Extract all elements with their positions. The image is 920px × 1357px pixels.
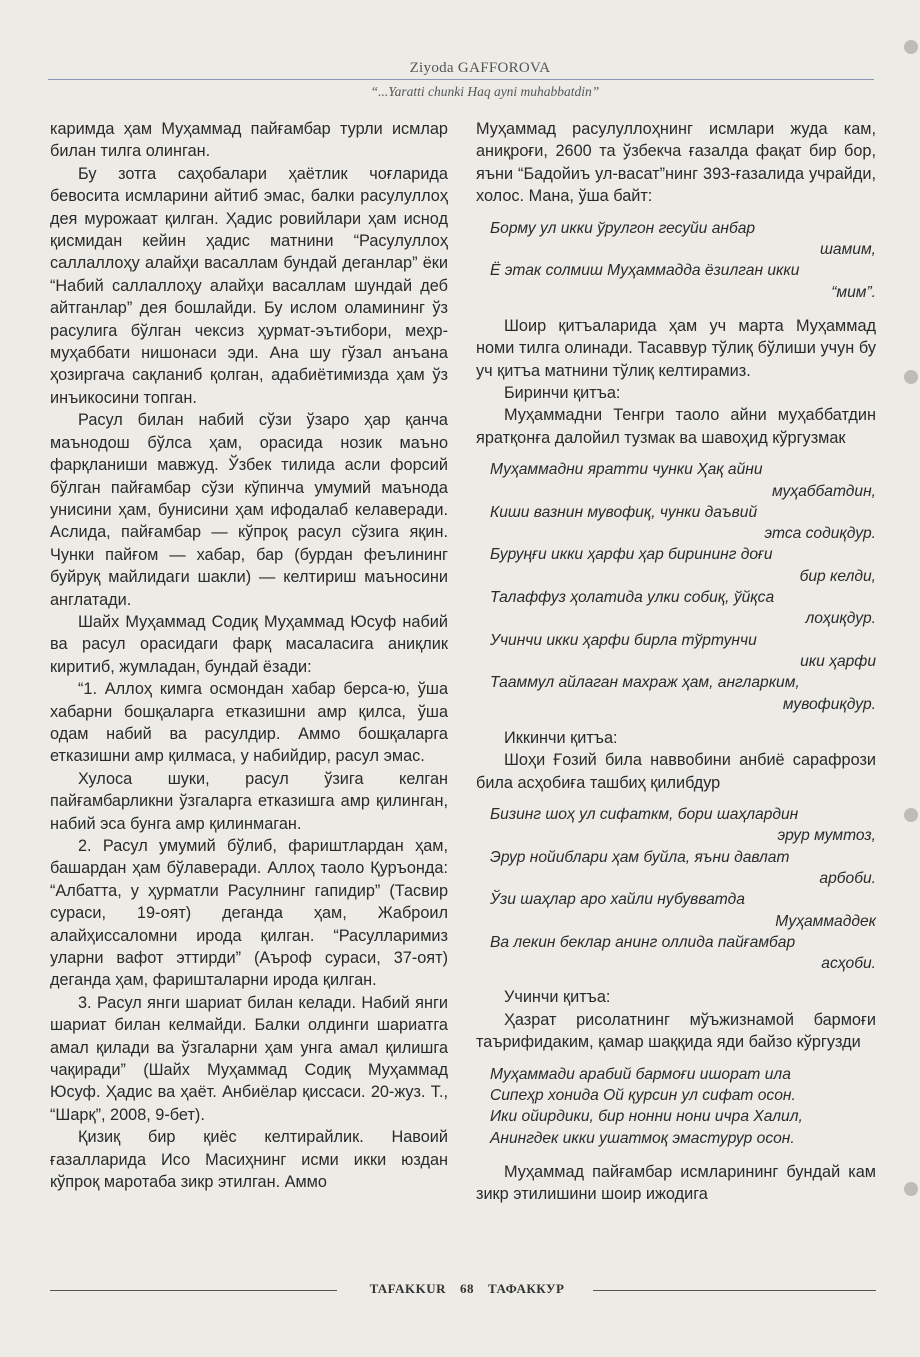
- paragraph: Муҳаммад пайғамбар исмларининг бундай кам зикр этилишини шоир ижодига: [476, 1162, 876, 1204]
- paragraph: Шайх Муҳаммад Содиқ Муҳаммад Юсуф набий ва расул орасидаги фарқ масаласига аниқлик киритиб, жумладан, бундай ёзади:: [50, 612, 448, 676]
- verse-line-continuation: “мим”.: [831, 283, 876, 301]
- paragraph: “1. Аллоҳ кимга осмондан хабар берса-ю, ўша хабарни бошқаларга етказишни амр қилса, ўша одам набий ва расулдир. Аммо бошқаларга етказишни амр қилмаса, у набийдир, расул эмас.: [50, 680, 448, 766]
- verse-line: Муҳаммадни яратти чунки Ҳақ айни: [490, 461, 763, 479]
- binding-hole: [904, 370, 918, 384]
- verse-line: Бизинг шоҳ ул сифаткм, бори шаҳлардин: [490, 806, 799, 824]
- verse-line-continuation: муҳаббатдин,: [771, 482, 876, 500]
- poem-verse: [490, 804, 876, 974]
- paragraph: Муҳаммад расулуллоҳнинг исмлари жуда кам, аниқроғи, 2600 та ўзбекча ғазалда фақат бир бор, яъни “Бадойиъ ул-васат”нинг 393-ғазалида учрайди, холос. Мана, ўша байт:: [476, 120, 876, 206]
- verse-line: Анингдек икки ушатмоқ эмастурур осон.: [490, 1129, 795, 1147]
- binding-hole: [904, 40, 918, 54]
- verse-line: Ё этак солмиш Муҳаммадда ёзилган икки: [490, 262, 800, 280]
- verse-line-continuation: ики ҳарфи: [800, 652, 876, 670]
- verse-line-continuation: мувофиқдур.: [782, 695, 876, 713]
- verse-line: Борму ул икки ўрулгон гесуйи анбар: [490, 219, 756, 237]
- verse-line-continuation: этса содиқдур.: [764, 525, 876, 543]
- verse-line-continuation: лоҳиқдур.: [805, 610, 876, 628]
- poem-verse: [490, 1064, 876, 1149]
- paragraph: Қизиқ бир қиёс келтирайлик. Навоий ғазалларида Исо Масиҳнинг исми икки юздан кўпроқ маротаба зикр этилган. Аммо: [50, 1128, 448, 1192]
- paragraph: Иккинчи қитъа:: [504, 728, 618, 747]
- verse-line: Эрур нойиблари ҳам буйла, яъни давлат: [490, 848, 790, 866]
- paragraph: Шоҳи Ғозий била наввобини анбиё сарафрози била асҳобиға ташбиҳ қилибдур: [476, 751, 876, 792]
- paragraph: Шоир қитъаларида ҳам уч марта Муҳаммад номи тилга олинади. Тасаввур тўлиқ бўлиши учун бу уч қитъа матнини тўлиқ келтирамиз.: [476, 316, 876, 380]
- poem-verse: [490, 218, 876, 303]
- left-text-column: [50, 118, 448, 1194]
- right-text-column: [476, 118, 876, 1206]
- verse-line-continuation: асҳоби.: [821, 955, 876, 973]
- verse-line: Тааммул айлаган махраж ҳам, англарким,: [490, 674, 800, 692]
- paragraph: Биринчи қитъа:: [504, 384, 621, 403]
- verse-line-continuation: арбоби.: [819, 869, 876, 887]
- verse-line-continuation: Муҳаммаддек: [775, 912, 876, 930]
- paragraph: Бу зотга саҳобалари ҳаётлик чоғларида бевосита исмларини айтиб эмас, балки расулуллоҳ дея мурожаат қилган. Ҳадис ровийлари ҳам иснод қисмидан кейин ҳадис матнини “Расулуллоҳ саллаллоҳу алайҳи васаллам бундай деганлар” ёки “Набий саллаллоҳу алайҳи васаллам шундай деб айтганлар” дея бошлайди. Бу ислом оламининг ўз расулига бўлган чексиз ҳурмат-эътибори, меҳр-муҳаббати нишонаси эди. Ана шу гўзал анъана ҳозиргача сақланиб қолган, адабиётимизда ҳам ўз инъикосини топган.: [50, 164, 448, 407]
- binding-hole: [904, 808, 918, 822]
- verse-line: Сипеҳр хонида Ой қурсин ул сифат осон.: [490, 1086, 796, 1104]
- running-header-author: Ziyoda GAFFOROVA: [409, 60, 551, 76]
- paragraph: Ҳазрат рисолатнинг мўъжизнамой бармоғи таърифидаким, қамар шаққида яди байзо кўргузди: [476, 1010, 876, 1052]
- paragraph: Расул билан набий сўзи ўзаро ҳар қанча маънодош бўлса ҳам, орасида нозик маъно фарқланиши мавжуд. Ўзбек тилида асли форсий бўлган пайғамбар сўзи кўпинча умумий маънода унисини ҳам, бунисини ҳам ифодалаб келаверади. Аслида, пайғамбар — кўпроқ расул сўзига яқин. Чунки пайғом — хабар, бар (бурдан феълининг буйруқ майлидаги шакли) — келтириш маъносини англатади.: [50, 411, 448, 609]
- paragraph: Муҳаммадни Тенгри таоло айни муҳаббатдин яратқонға далойил тузмак ва шавоҳид кўргузмак: [476, 406, 876, 447]
- verse-line: Ва лекин беклар анинг оллида пайғамбар: [490, 933, 796, 951]
- verse-line: Учинчи икки ҳарфи бирла тўртунчи: [490, 631, 757, 649]
- running-header-title: “...Yaratti chunki Haq ayni muhabbatdin”: [370, 84, 600, 99]
- verse-line: Ики ойирдики, бир нонни нони ичра Халил,: [490, 1108, 803, 1126]
- page-number: 68: [460, 1281, 475, 1296]
- footer-latin-title: TAFAKKUR: [369, 1281, 447, 1296]
- header-rule: [48, 79, 874, 80]
- paragraph: каримда ҳам Муҳаммад пайғамбар турли исмлар билан тилга олинган.: [50, 120, 448, 161]
- paragraph: Учинчи қитъа:: [504, 988, 611, 1007]
- verse-line-continuation: шамим,: [819, 240, 876, 258]
- verse-line: Муҳаммади арабий бармоғи ишорат ила: [490, 1065, 791, 1083]
- paragraph: 2. Расул умумий бўлиб, фариштлардан ҳам, башардан ҳам бўлаверади. Аллоҳ таоло Қуръонда: “Албатта, у ҳурматли Расулнинг гапидир” (Тасвир сураси, 19-оят) деганда ҳам, Жаброил алайҳиссаломни ирода қилган. “Расулларимиз уларни вафот эттирди” (Аъроф сураси, 37-оят) деганда ҳам, фаришталарни ирода қилган.: [50, 837, 448, 990]
- footer-rule-right: [593, 1290, 876, 1291]
- verse-line-continuation: бир келди,: [799, 567, 876, 585]
- footer-cyrillic-title: ТАФАККУР: [488, 1281, 565, 1296]
- paragraph: 3. Расул янги шариат билан келади. Набий янги шариат билан келмайди. Балки олдинги шариатга амал қилади ва ўзгаларни ҳам унга амал қилишга чақиради” (Шайх Муҳаммад Содиқ Муҳаммад Юсуф. Ҳадис ва ҳаёт. Анбиёлар қиссаси. 20-жуз. Т., “Шарқ”, 2008, 9-бет).: [50, 993, 448, 1124]
- verse-line: Ўзи шаҳлар аро хайли нубувватда: [490, 891, 745, 909]
- binding-hole: [904, 1182, 918, 1196]
- footer-text: [349, 1281, 585, 1297]
- verse-line: Буруңғи икки ҳарфи ҳар бирининг доғи: [490, 546, 773, 564]
- verse-line: Киши вазнин мувофиқ, чунки даъвий: [490, 503, 758, 521]
- poem-verse: [490, 459, 876, 715]
- footer-rule-left: [50, 1290, 337, 1291]
- verse-line-continuation: эрур мумтоз,: [777, 827, 876, 845]
- paragraph: Хулоса шуки, расул ўзига келган пайғамбарликни ўзгаларга етказишга амр қилинган, набий эса бунга амр қилинмаган.: [50, 769, 448, 833]
- verse-line: Талаффуз ҳолатида улки собиқ, ўйқса: [490, 589, 775, 607]
- page-footer: [0, 1281, 920, 1301]
